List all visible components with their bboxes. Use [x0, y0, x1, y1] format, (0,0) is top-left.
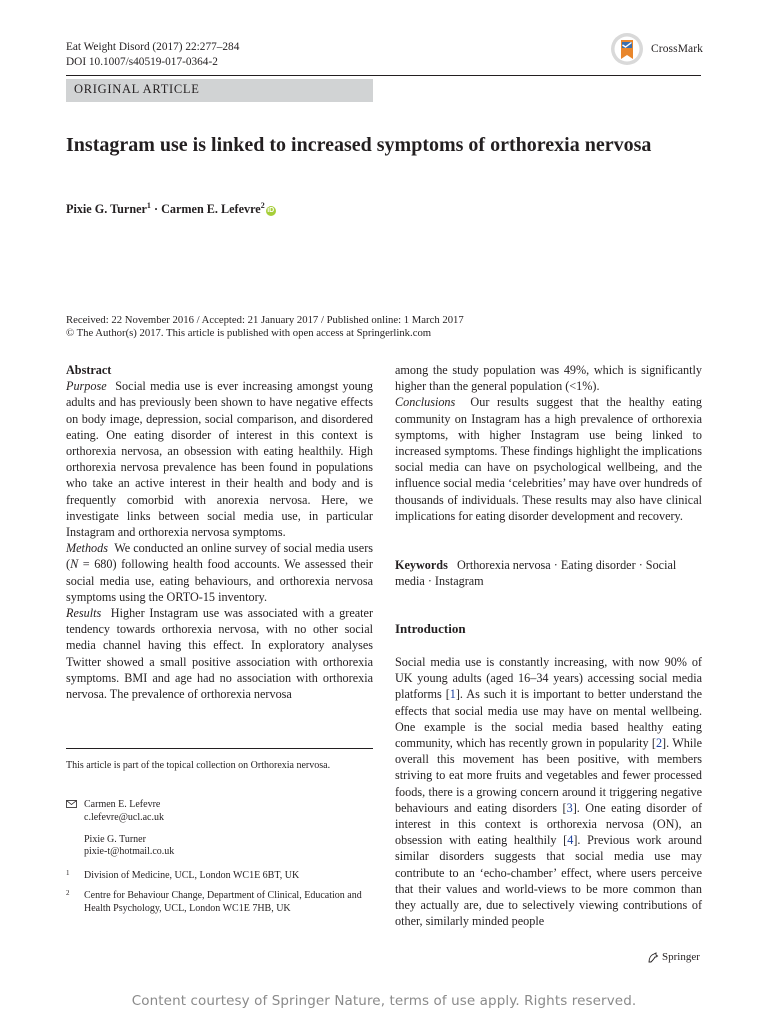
citation-link[interactable]: 1 — [449, 687, 456, 702]
author-affiliation-sup: 1 — [146, 201, 151, 210]
dates-line: Received: 22 November 2016 / Accepted: 21 January 2017 / Published online: 1 March 2017 — [66, 314, 464, 326]
springer-horse-icon — [647, 952, 659, 964]
header-rule — [66, 75, 701, 76]
corresponding-contacts — [84, 799, 364, 859]
citation-link[interactable]: 4 — [567, 833, 574, 848]
crossmark-label: CrossMark — [651, 43, 704, 55]
citation-link[interactable]: 2 — [655, 736, 663, 751]
crossmark-icon — [610, 31, 646, 67]
author-list — [66, 201, 276, 217]
results-text-left: Higher Instagram use was associated with a greater tendency towards orthorexia nervosa, with no other social media channel having this effect. In exploratory analyses Twitter showed a small positive association with orthorexia symptoms. BMI and age had no association with orthorexia nervosa. The prevalence of orthorexia nervosa — [66, 606, 373, 702]
crossmark-badge[interactable] — [610, 33, 705, 67]
contact-name: Carmen E. Lefevre — [84, 799, 161, 810]
publisher-name: Springer — [662, 951, 700, 963]
methods-n: N — [70, 557, 79, 572]
author-name[interactable]: Pixie G. Turner — [66, 202, 147, 217]
abstract-heading: Abstract — [66, 363, 112, 377]
article-title: Instagram use is linked to increased symptoms of orthorexia nervosa — [66, 134, 652, 156]
affiliation — [66, 870, 373, 884]
methods-text-pre: We conducted an online survey of social media users ( — [66, 541, 374, 572]
journal-citation: Eat Weight Disord (2017) 22:277–284 — [66, 41, 240, 53]
introduction-body — [395, 654, 702, 929]
methods-text-post: = 680) following health food accounts. We assessed their social media use, eating behaviours, and orthorexia nervosa symptoms using the ORTO-15 inventory. — [66, 557, 373, 604]
doi[interactable]: DOI 10.1007/s40519-017-0364-2 — [66, 55, 218, 68]
abstract-conclusions — [395, 394, 702, 524]
article-type: ORIGINAL ARTICLE — [74, 82, 200, 96]
abstract-methods — [66, 540, 373, 605]
intro-text: ]. As such it is important to better understand the effects that social media use may have on mental wellbeing. One example is the social media based healthy eating community, which has recently grown in popularity [ — [395, 687, 702, 751]
conclusions-text: Our results suggest that the healthy eating community on Instagram has a high prevalence of orthorexia symptoms, with higher Instagram use being linked to increased symptoms. These findings highlight the implications social media can have on psychological wellbeing, and the influence social media ‘celebrities’ may have over hundreds of thousands of individuals. These results may also have clinical implications for eating disorder development and recovery. — [395, 395, 703, 523]
footnote-rule — [66, 748, 373, 749]
contact-email[interactable]: c.lefevre@ucl.ac.uk — [84, 811, 164, 823]
topical-collection-note: This article is part of the topical collection on Orthorexia nervosa. — [66, 760, 331, 771]
citation-link[interactable]: 3 — [566, 800, 573, 815]
publication-dates — [66, 314, 464, 340]
keywords-label: Keywords — [395, 558, 448, 572]
copyright-line: © The Author(s) 2017. This article is published with open access at Springerlink.com — [66, 327, 432, 340]
intro-text: ]. One eating disorder of interest in this context is orthorexia nervosa (ON), an obsession with eating healthily [ — [395, 800, 702, 848]
abstract-results — [66, 605, 373, 702]
introduction-heading: Introduction — [395, 621, 466, 636]
author-affiliation-sup: 2 — [260, 201, 265, 210]
keywords-text: Orthorexia nervosa · Eating disorder · Social media · Instagram — [395, 558, 677, 589]
abstract-right-column — [395, 362, 702, 524]
conclusions-label: Conclusions — [395, 395, 456, 410]
purpose-label: Purpose — [66, 379, 107, 394]
envelope-icon — [66, 800, 77, 808]
courtesy-text: Content courtesy of Springer Nature, terms of use apply. Rights reserved. — [131, 993, 637, 1009]
results-continued: among the study population was 49%, which is significantly higher than the general population (<1%). — [395, 363, 702, 394]
article-type-banner — [66, 79, 373, 102]
intro-text: ]. Previous work around similar disorders suggests that social media use may contribute to an ‘echo-chamber’ effect, where users perceive that their values and world-views to be more common than they actually are, due to selectively viewing contributions of other, similarly minded people — [395, 833, 702, 929]
affiliation-number: 2 — [66, 889, 70, 897]
author-name[interactable]: Carmen E. Lefevre — [161, 202, 261, 217]
courtesy-footer — [0, 989, 768, 1024]
affiliation-text: Division of Medicine, UCL, London WC1E 6BT, UK — [84, 870, 300, 881]
contact-name: Pixie G. Turner — [84, 833, 146, 845]
affiliation — [66, 890, 373, 930]
abstract-left-column — [66, 362, 373, 702]
orcid-icon[interactable]: iD — [267, 207, 275, 215]
affiliation-text: Centre for Behaviour Change, Department of Clinical, Education and Health Psychology, UCL, London WC1E 7HB, UK — [84, 890, 362, 914]
intro-text: Social media use is constantly increasing, with now 90% of UK young adults (aged 16–34 years) accessing social media platforms [ — [395, 655, 702, 702]
methods-label: Methods — [66, 541, 108, 556]
purpose-text: Social media use is ever increasing amongst young adults and has previously been shown to have negative effects on body image, depression, social comparison, and disordered eating. One eating disorder of interest in this context is orthorexia nervosa, an obsession with eating healthily. High orthorexia nervosa prevalence has been found in populations who take an active interest in their health and body and is frequently comorbid with anorexia nervosa. Here, we investigate links between social media use, in particular Instagram and orthorexia nervosa symptoms. — [66, 379, 373, 540]
abstract-purpose — [66, 378, 373, 540]
intro-text: ]. While overall this movement has been positive, with members striving to eat more fruits and vegetables and fewer processed foods, there is a growing concern around it triggering negative behaviours and eating disorders [ — [395, 736, 702, 815]
affiliation-number: 1 — [66, 869, 70, 877]
journal-header — [66, 40, 239, 69]
author-separator: · — [150, 202, 162, 217]
keywords — [395, 557, 702, 589]
results-label: Results — [66, 606, 102, 621]
contact-email[interactable]: pixie-t@hotmail.co.uk — [84, 846, 175, 858]
